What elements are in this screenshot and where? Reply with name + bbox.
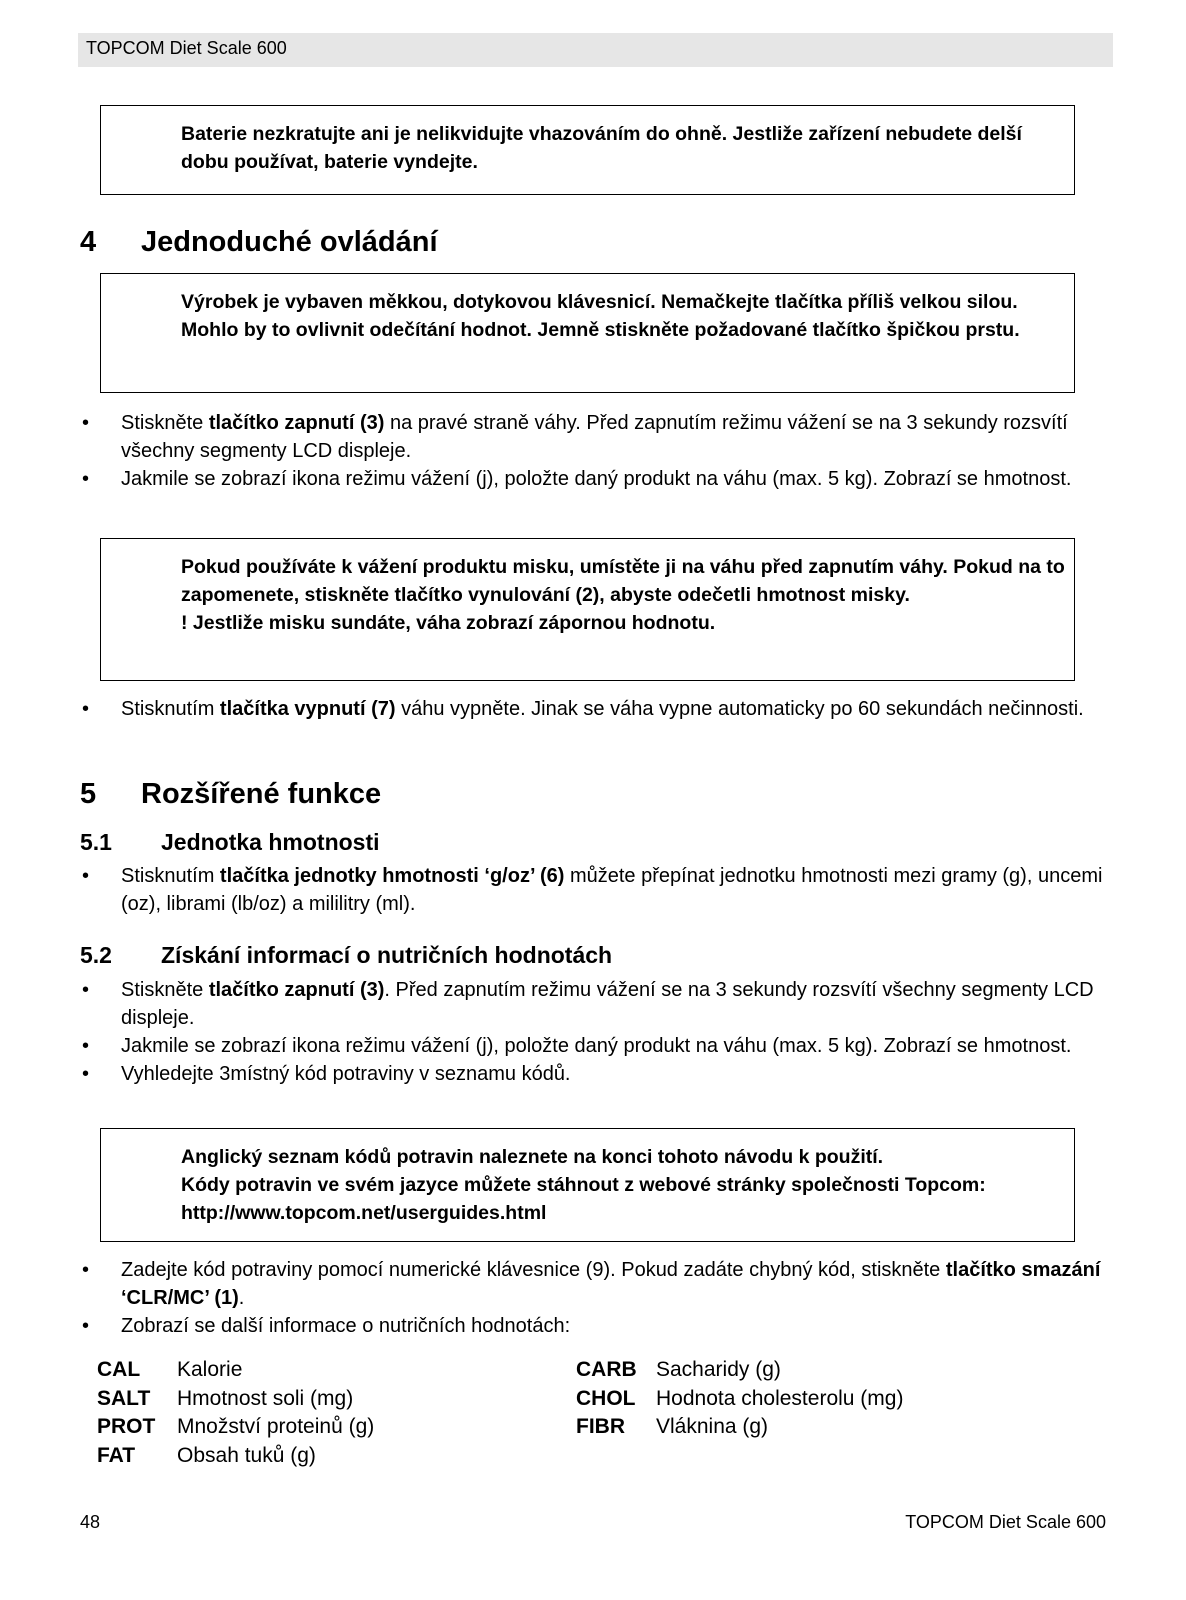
- bullet-text: Stisknutím: [121, 698, 220, 720]
- list-item: [80, 976, 1110, 1032]
- nutrition-row: [576, 1356, 903, 1385]
- section-5-heading: [80, 778, 381, 811]
- food-codes-note-box: [100, 1128, 1075, 1242]
- nutrition-code: CHOL: [576, 1386, 636, 1410]
- section-4-bullets-b: [80, 695, 1110, 723]
- nutrition-code: FIBR: [576, 1415, 625, 1438]
- bullet-text: váhu vypněte. Jinak se váha vypne automaticky po 60 sekundách nečinnosti.: [395, 698, 1084, 720]
- nutrition-list-left: [97, 1356, 374, 1470]
- nutrition-desc: Vláknina (g): [656, 1415, 769, 1438]
- page-number: 48: [80, 1512, 101, 1532]
- bullet-text: .: [238, 1287, 245, 1309]
- keyboard-note-text: Výrobek je vybaven měkkou, dotykovou klávesnicí. Nemačkejte tlačítka příliš velkou silou. Mohlo by to ovlivnit odečítání hodnot. Jemně stiskněte požadované tlačítko špičkou prstu.: [181, 291, 1020, 341]
- bullet-icon: •: [82, 865, 90, 887]
- section-4-bullets-a: [80, 409, 1110, 493]
- footer-title: TOPCOM Diet Scale 600: [905, 1512, 1106, 1532]
- nutrition-row: [576, 1413, 903, 1442]
- bullet-bold-text: tlačítko smazání ‘CLR/MC’ (1): [121, 1259, 1101, 1309]
- nutrition-code: FAT: [97, 1443, 136, 1467]
- bullet-icon: •: [82, 468, 90, 490]
- nutrition-row: [97, 1356, 374, 1385]
- list-item: [80, 862, 1110, 918]
- section-5-2-bullets-b: [80, 1256, 1110, 1340]
- bowl-note-line1: Pokud používáte k vážení produktu misku, umístěte ji na váhu před zapnutím váhy. Pokud na to zapomenete, stiskněte tlačítko vynulování (2), abyste odečetli hmotnost misky.: [181, 556, 1065, 606]
- list-item: [80, 695, 1110, 723]
- battery-warning-text: Baterie nezkratujte ani je nelikvidujte vhazováním do ohně. Jestliže zařízení nebudete delší dobu používat, baterie vyndejte.: [181, 123, 1022, 173]
- section-5-1-heading: [80, 829, 380, 856]
- header-title: TOPCOM Diet Scale 600: [86, 38, 287, 58]
- bullet-icon: •: [82, 1063, 90, 1085]
- bullet-text: Zobrazí se další informace o nutričních hodnotách:: [121, 1315, 571, 1337]
- nutrition-code: PROT: [97, 1415, 156, 1438]
- nutrition-row: [97, 1442, 374, 1471]
- bowl-note-line2: ! Jestliže misku sundáte, váha zobrazí zápornou hodnotu.: [181, 612, 716, 634]
- list-item: [80, 1312, 1110, 1340]
- bullet-icon: •: [82, 979, 90, 1001]
- nutrition-row: [97, 1413, 374, 1442]
- bullet-bold-text: tlačítko zapnutí (3): [208, 979, 385, 1001]
- nutrition-code: CARB: [576, 1358, 637, 1381]
- section-5-2-number: 5.2: [80, 942, 112, 968]
- section-5-2-heading: [80, 942, 612, 969]
- section-5-1-number: 5.1: [80, 829, 112, 855]
- list-item: [80, 1032, 1110, 1060]
- bullet-icon: •: [82, 1259, 90, 1281]
- nutrition-row: [576, 1385, 903, 1414]
- nutrition-code: SALT: [97, 1386, 151, 1410]
- bullet-text: Vyhledejte 3místný kód potraviny v seznamu kódů.: [121, 1063, 571, 1085]
- nutrition-desc: Kalorie: [177, 1358, 243, 1381]
- bowl-note-box: [100, 538, 1075, 681]
- nutrition-code: CAL: [97, 1358, 141, 1381]
- section-5-2-title: Získání informací o nutričních hodnotách: [161, 942, 613, 968]
- section-4-number: 4: [80, 226, 97, 258]
- keyboard-note-box: [100, 273, 1075, 393]
- nutrition-desc: Obsah tuků (g): [177, 1443, 316, 1467]
- section-5-number: 5: [80, 778, 97, 810]
- section-5-1-title: Jednotka hmotnosti: [161, 829, 380, 855]
- bullet-icon: •: [82, 1035, 90, 1057]
- bullet-text: . Před zapnutím režimu vážení se na 3 sekundy rozsvítí všechny segmenty LCD displeje.: [121, 979, 1094, 1029]
- section-5-2-bullets-a: [80, 976, 1110, 1088]
- list-item: [80, 1060, 1110, 1088]
- page-header: [78, 33, 1113, 67]
- bullet-text: na pravé straně váhy. Před zapnutím režimu vážení se na 3 sekundy rozsvítí všechny segmenty LCD displeje.: [121, 412, 1068, 462]
- bullet-text: Jakmile se zobrazí ikona režimu vážení (j), položte daný produkt na váhu (max. 5 kg). Zobrazí se hmotnost.: [121, 1035, 1072, 1057]
- section-5-1-bullets: [80, 862, 1110, 918]
- bullet-text: Stiskněte: [121, 979, 209, 1001]
- bullet-icon: •: [82, 412, 90, 434]
- list-item: [80, 409, 1110, 465]
- bullet-icon: •: [82, 1315, 90, 1337]
- nutrition-desc: Sacharidy (g): [656, 1358, 781, 1381]
- section-4-title: Jednoduché ovládání: [141, 226, 438, 258]
- bullet-bold-text: tlačítko zapnutí (3): [208, 412, 385, 434]
- bullet-text: Stiskněte: [121, 412, 209, 434]
- nutrition-row: [97, 1385, 374, 1414]
- food-codes-note-line2: Kódy potravin ve svém jazyce můžete stáhnout z webové stránky společnosti Topcom: http://www.topcom.net/userguides.html: [181, 1174, 986, 1224]
- battery-warning-box: [100, 105, 1075, 195]
- bullet-text: Jakmile se zobrazí ikona režimu vážení (j), položte daný produkt na váhu (max. 5 kg). Zobrazí se hmotnost.: [121, 468, 1072, 490]
- bullet-text: Zadejte kód potraviny pomocí numerické klávesnice (9). Pokud zadáte chybný kód, stiskněte: [121, 1259, 946, 1281]
- nutrition-list-right: [576, 1356, 903, 1442]
- nutrition-desc: Hodnota cholesterolu (mg): [656, 1386, 904, 1410]
- bullet-bold-text: tlačítka vypnutí (7): [219, 698, 396, 720]
- food-codes-note-line1: Anglický seznam kódů potravin naleznete na konci tohoto návodu k použití.: [181, 1146, 884, 1168]
- section-5-title: Rozšířené funkce: [141, 778, 382, 810]
- nutrition-desc: Množství proteinů (g): [177, 1415, 375, 1438]
- section-4-heading: [80, 226, 438, 259]
- list-item: [80, 1256, 1110, 1312]
- bullet-icon: •: [82, 698, 90, 720]
- bullet-text: můžete přepínat jednotku hmotnosti mezi gramy (g), uncemi (oz), librami (lb/oz) a mililitry (ml).: [121, 865, 1103, 915]
- list-item: [80, 465, 1110, 493]
- bullet-bold-text: tlačítka jednotky hmotnosti ‘g/oz’ (6): [219, 865, 565, 887]
- bullet-text: Stisknutím: [121, 865, 220, 887]
- nutrition-desc: Hmotnost soli (mg): [177, 1386, 354, 1410]
